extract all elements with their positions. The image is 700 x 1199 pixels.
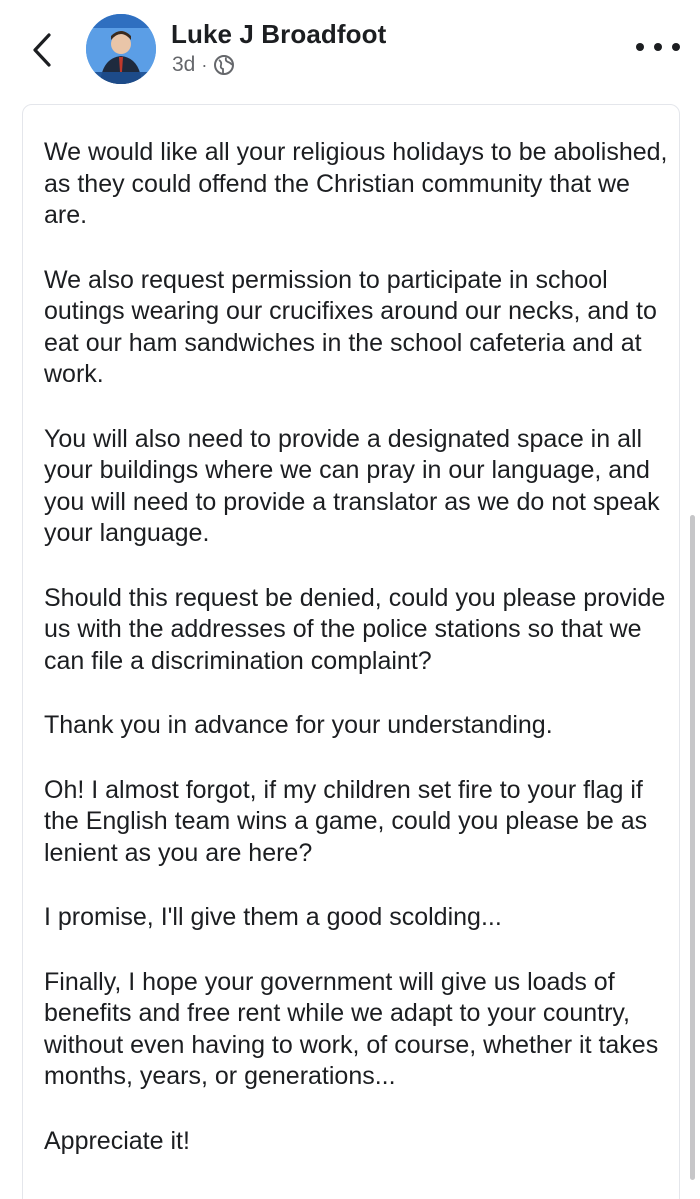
back-button[interactable] [22,26,62,74]
post-paragraph: Thank you in advance for your understanding. [44,711,553,739]
post-paragraph: We would like all your religious holidays to be abolished, as they could offend the Christian community that we are. [44,138,668,229]
post-paragraph: You will also need to provide a designated space in all your buildings where we can pray in our language, and you will need to provide a translator as we do not speak your language. [44,424,660,547]
post-paragraph: Should this request be denied, could you please provide us with the addresses of the police stations so that we can file a discrimination complaint? [44,583,666,675]
post-paragraph: Finally, I hope your government will give us loads of benefits and free rent while we adapt to your country, without even having to work, of course, whether it takes months, years, or generations... [44,967,659,1090]
timestamp[interactable]: 3d [172,53,196,76]
chevron-left-icon [31,32,53,68]
avatar[interactable] [86,14,156,84]
meta-separator: · [201,54,208,75]
profile-photo [86,14,156,84]
globe-icon [213,54,235,76]
post-meta [172,53,235,77]
scrollbar[interactable] [690,515,695,1180]
more-horizontal-icon [636,43,644,51]
post-paragraph: Appreciate it! [44,1126,190,1155]
more-options-button[interactable] [636,34,680,60]
post-paragraph: Oh! I almost forgot, if my children set fire to your flag if the English team wins a game, could you please be as lenient as you are here? [44,775,648,867]
author-name[interactable]: Luke J Broadfoot [171,19,387,49]
post-paragraph: We also request permission to participate in school outings wearing our crucifixes around our necks, and to eat our ham sandwiches in the school cafeteria and at work. [44,265,657,388]
post-card [22,104,680,1199]
post-text [44,137,669,1190]
post-header [0,0,700,104]
post-paragraph: I promise, I'll give them a good scolding... [44,903,502,931]
